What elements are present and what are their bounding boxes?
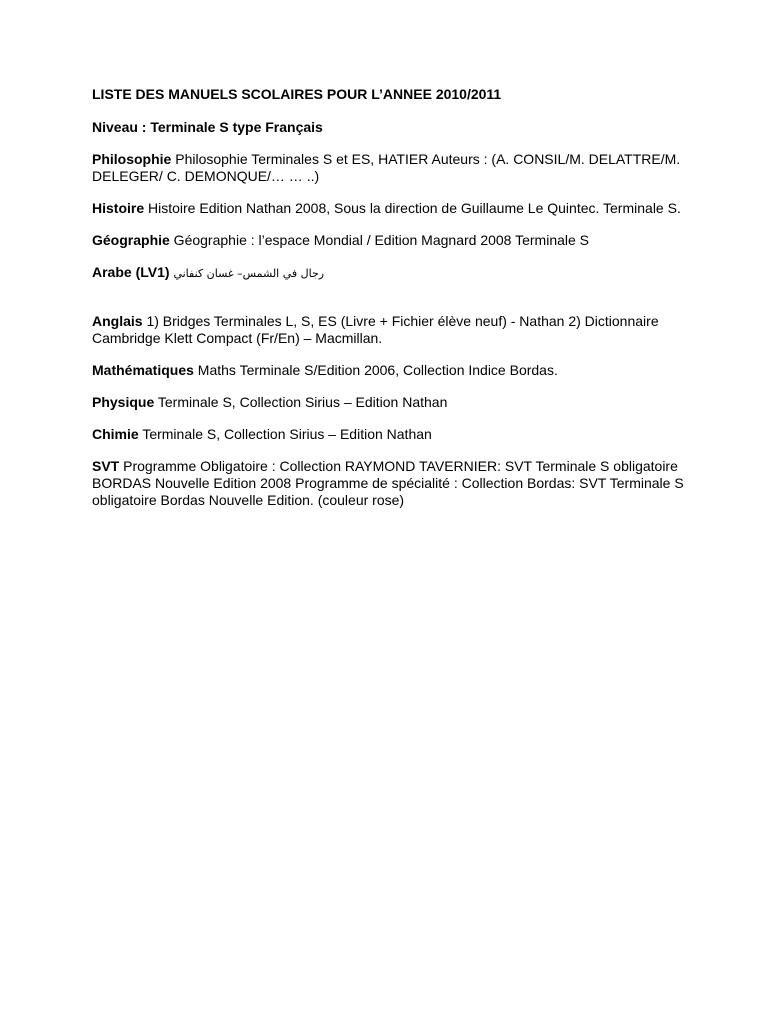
entry-text: Programme Obligatoire : Collection RAYMOND TAVERNIER: SVT Terminale S obligatoire BORDAS Nouvelle Edition 2008 Programme de spécialité : Collection Bordas: SVT Terminale S obligatoire Bordas Nouvelle Edition. (couleur rose) (92, 458, 684, 508)
entry-philosophie (92, 151, 692, 185)
entry-mathematiques (92, 362, 692, 379)
document-title: LISTE DES MANUELS SCOLAIRES POUR L’ANNEE 2010/2011 (92, 86, 502, 102)
entry-physique (92, 394, 692, 411)
entry-chimie (92, 426, 692, 443)
entry-text: Philosophie Terminales S et ES, HATIER Auteurs : (A. CONSIL/M. DELATTRE/M. DELEGER/ C. DEMONQUE/… … ..) (92, 151, 681, 184)
entry-text: Maths Terminale S/Edition 2006, Collection Indice Bordas. (193, 362, 558, 378)
entry-label: Mathématiques (92, 362, 194, 378)
entry-label: Arabe (LV1) (92, 264, 170, 280)
entry-geographie (92, 232, 692, 249)
entry-label: Philosophie (92, 151, 172, 167)
document-content (92, 86, 692, 524)
entry-svt (92, 458, 692, 509)
entry-label: Anglais (92, 313, 143, 329)
entry-text: رجال في الشمس– غسان كنفاني (173, 267, 325, 280)
entry-text: Géographie : l’espace Mondial / Edition Magnard 2008 Terminale S (169, 232, 590, 248)
entry-text: Terminale S, Collection Sirius – Edition Nathan (154, 394, 448, 410)
entry-text: Histoire Edition Nathan 2008, Sous la direction de Guillaume Le Quintec. Terminale S. (144, 200, 681, 216)
level-heading: Niveau : Terminale S type Français (92, 119, 323, 135)
entry-label: SVT (92, 458, 120, 474)
entry-histoire (92, 200, 692, 217)
spacer (92, 297, 692, 313)
entry-anglais (92, 313, 692, 347)
entry-arabe (92, 264, 692, 282)
entry-label: Chimie (92, 426, 139, 442)
entry-text: 1) Bridges Terminales L, S, ES (Livre + Fichier élève neuf) - Nathan 2) Dictionnaire Cambridge Klett Compact (Fr/En) – Macmillan. (92, 313, 659, 346)
entry-label: Physique (92, 394, 155, 410)
entry-text: Terminale S, Collection Sirius – Edition Nathan (138, 426, 432, 442)
entry-label: Géographie (92, 232, 170, 248)
entry-label: Histoire (92, 200, 145, 216)
